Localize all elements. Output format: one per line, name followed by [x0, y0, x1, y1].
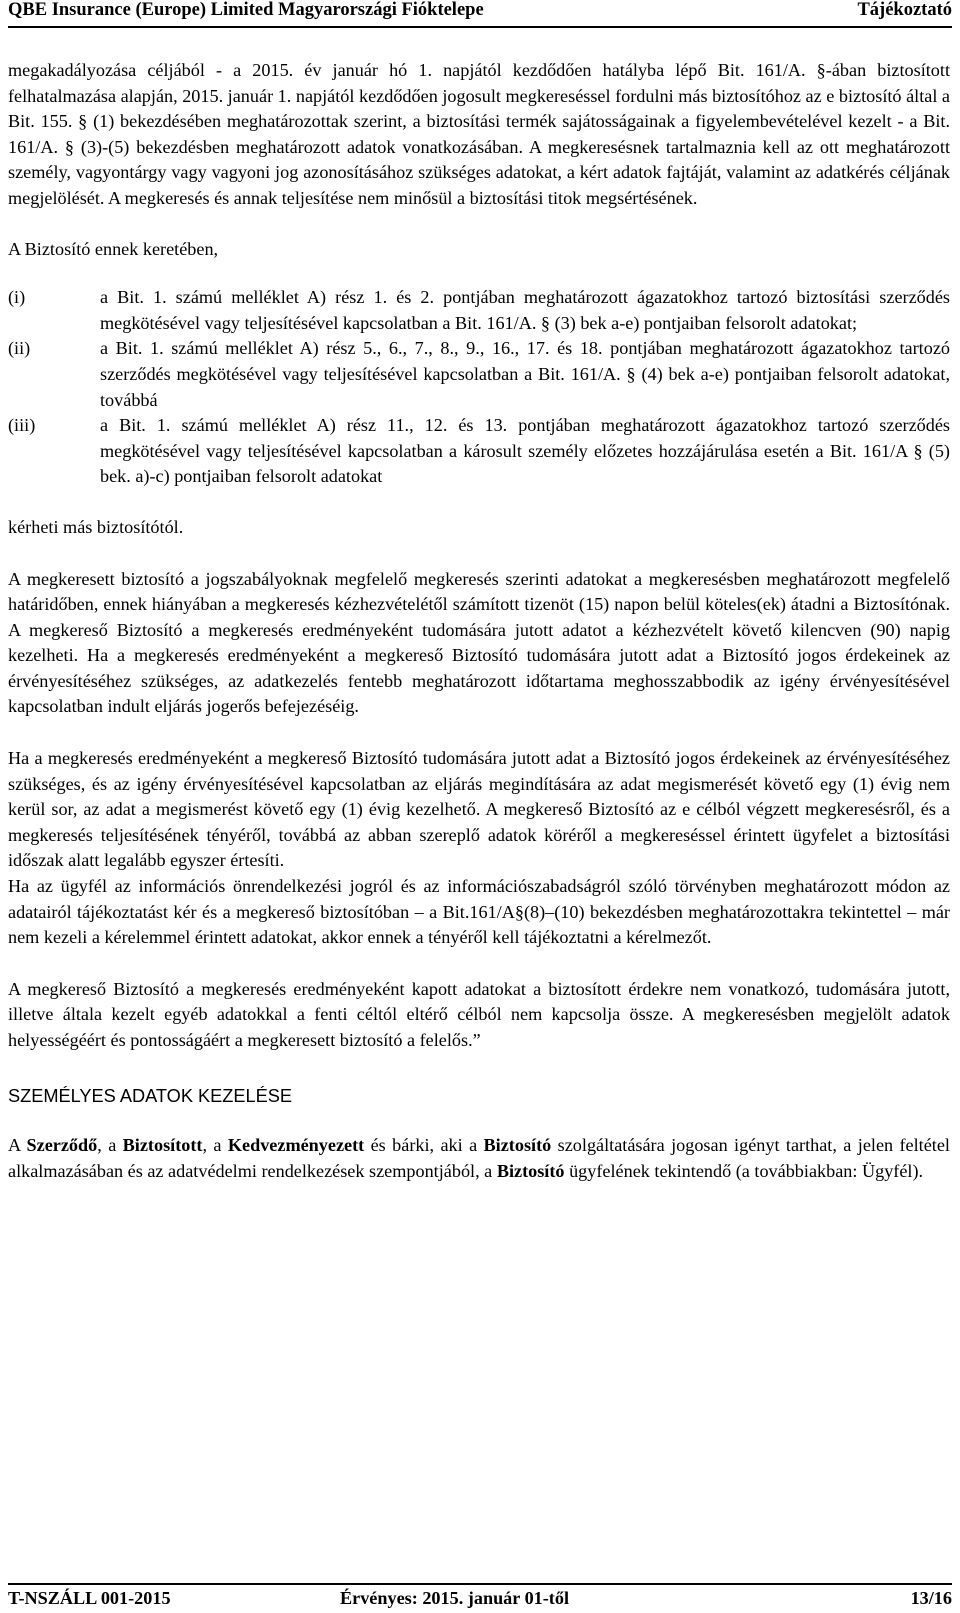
footer-rule — [8, 1583, 952, 1585]
text-run: , a — [202, 1135, 228, 1156]
list-item — [8, 336, 950, 413]
term-beneficiary: Kedvezményezett — [227, 1135, 365, 1156]
text-run: és bárki, aki a — [364, 1135, 484, 1156]
footer-page-number: 13/16 — [910, 1588, 952, 1608]
paragraph-request-conclusion: kérheti más biztosítótól. — [8, 516, 184, 537]
text-run: ügyfelének tekintendő (a továbbiakban: Ügyfél). — [564, 1160, 924, 1181]
list-item — [8, 285, 950, 336]
paragraph-data-retention: Ha a megkeresés eredményeként a megkereső Biztosító tudomására jutott adat a Biztosító jogos érdekeinek az érvényesítéséhez szükséges, és az igény érvényesítésével kapcsolatban az eljárás megindítására az adat megismerését követő egy (1) évig nem kerül sor, az adat a megismerést követő egy (1) évig kezelhető. A megkereső Biztosító az e célból végzett megkeresésről, és a megkeresés teljesítésének tényéről, továbbá az abban szereplő adatok köréről a megkereséssel érintett ügyfelet a biztosítási időszak alatt legalább egyszer értesíti. — [8, 748, 950, 871]
list-item-text: a Bit. 1. számú melléklet A) rész 1. és 2. pontjában meghatározott ágazatokhoz tartozó biztosítási szerződés megkötésével vagy teljesítésével kapcsolatban a Bit. 161/A. § (3) bek a-e) pontjaiban felsorolt adatokat; — [100, 287, 950, 333]
text-run: A — [8, 1135, 27, 1156]
footer-validity: Érvényes: 2015. január 01-től — [340, 1588, 570, 1608]
text-run: , a — [97, 1135, 123, 1156]
list-item-number: (iii) — [8, 415, 36, 436]
text-run: szolgáltatására jogosan igényt tarthat, a jelen feltétel alkalmazásában és az adatvédelmi rendelkezések szempontjából, a — [8, 1135, 950, 1181]
request-list — [8, 285, 950, 490]
term-insurer: Biztosító — [483, 1135, 552, 1156]
document-body — [8, 58, 950, 1184]
term-contractor: Szerződő — [26, 1135, 98, 1156]
term-insured: Biztosított — [122, 1135, 203, 1156]
list-item-number: (i) — [8, 287, 26, 308]
paragraph-client-information: Ha az ügyfél az információs önrendelkezési jogról és az információszabadságról szóló törvényben meghatározott módon az adatairól tájékoztatást kér és a megkereső biztosítóban – a Bit.161/A§(8)–(10) bekezdésben meghatározottakra tekintettel – már nem kezeli a kérelemmel érintett adatokat, akkor ennek a tényéről kell tájékoztatni a kérelmezőt. — [8, 876, 950, 948]
section-heading: SZEMÉLYES ADATOK KEZELÉSE — [8, 1085, 293, 1106]
page-footer — [8, 1588, 952, 1612]
paragraph-data-linking: A megkereső Biztosító a megkeresés eredményeként kapott adatokat a biztosított érdekre nem vonatkozó, tudomására jutott, illetve általa kezelt egyéb adatokkal a fenti céltól eltérő célból nem kapcsolja össze. A megkeresésben megjelölt adatok helyességéért és pontosságáért a megkeresett biztosító a felelős.” — [8, 978, 950, 1050]
paragraph-request-authority: megakadályozása céljából - a 2015. év január hó 1. napjától kezdődően hatályba lépő Bit. 161/A. §-ában biztosított felhatalmazása alapján, 2015. január 1. napjától kezdődően jogosult megkereséssel fordulni más biztosítóhoz az e biztosító által a Bit. 155. § (1) bekezdésében meghatározottak szerint, a biztosítási termék sajátosságainak a figyelembevételével kezelt - a Bit. 161/A. § (3)-(5) bekezdésben meghatározott adatok vonatkozásában. A megkeresésnek tartalmaznia kell az ott meghatározott személy, vagyontárgy vagy vagyoni jog azonosításához szükséges adatokat, a kért adatok fajtáját, valamint az adatkérés céljának megjelölését. A megkeresés és annak teljesítése nem minősül a biztosítási titok megsértésének. — [8, 60, 950, 208]
footer-doc-code: T-NSZÁLL 001-2015 — [8, 1588, 171, 1608]
header-company: QBE Insurance (Europe) Limited Magyarországi Fióktelepe — [8, 0, 484, 20]
list-item-number: (ii) — [8, 338, 31, 359]
paragraph-data-transfer: A megkeresett biztosító a jogszabályoknak megfelelő megkeresés szerinti adatokat a megkeresésben meghatározott megfelelő határidőben, ennek hiányában a megkeresés kézhezvételétől számított tizenöt (15) napon belül köteles(ek) átadni a Biztosítónak. A megkereső Biztosító a megkeresés eredményeként tudomására jutott adatot a kézhezvételt követő kilencven (90) napig kezelheti. Ha a megkeresés eredményeként a megkereső Biztosító tudomására jutott adat a Biztosító jogos érdekeinek az érvényesítéséhez szükséges, az adatkezelés fentebb meghatározott időtartama meghosszabbodik az igény érvényesítésével kapcsolatban indult eljárás jogerős befejezéséig. — [8, 568, 950, 717]
list-item — [8, 413, 950, 490]
header-doc-type: Tájékoztató — [857, 0, 952, 20]
page-header — [8, 0, 952, 24]
term-insurer: Biztosító — [496, 1160, 565, 1181]
paragraph-client-definition — [8, 1133, 950, 1184]
list-item-text: a Bit. 1. számú melléklet A) rész 5., 6., 7., 8., 9., 16., 17. és 18. pontjában meghatározott ágazatokhoz tartozó szerződés megkötésével vagy teljesítésével kapcsolatban a Bit. 161/A. § (4) bek a-e) pontjaiban felsorolt adatokat, továbbá — [100, 338, 950, 410]
header-rule — [8, 26, 952, 28]
paragraph-framework-intro: A Biztosító ennek keretében, — [8, 238, 219, 259]
list-item-text: a Bit. 1. számú melléklet A) rész 11., 12. és 13. pontjában meghatározott ágazatokhoz tartozó szerződés megkötésével vagy teljesítésével kapcsolatban a károsult személy előzetes hozzájárulása esetén a Bit. 161/A § (5) bek. a)-c) pontjaiban felsorolt adatokat — [100, 415, 950, 487]
